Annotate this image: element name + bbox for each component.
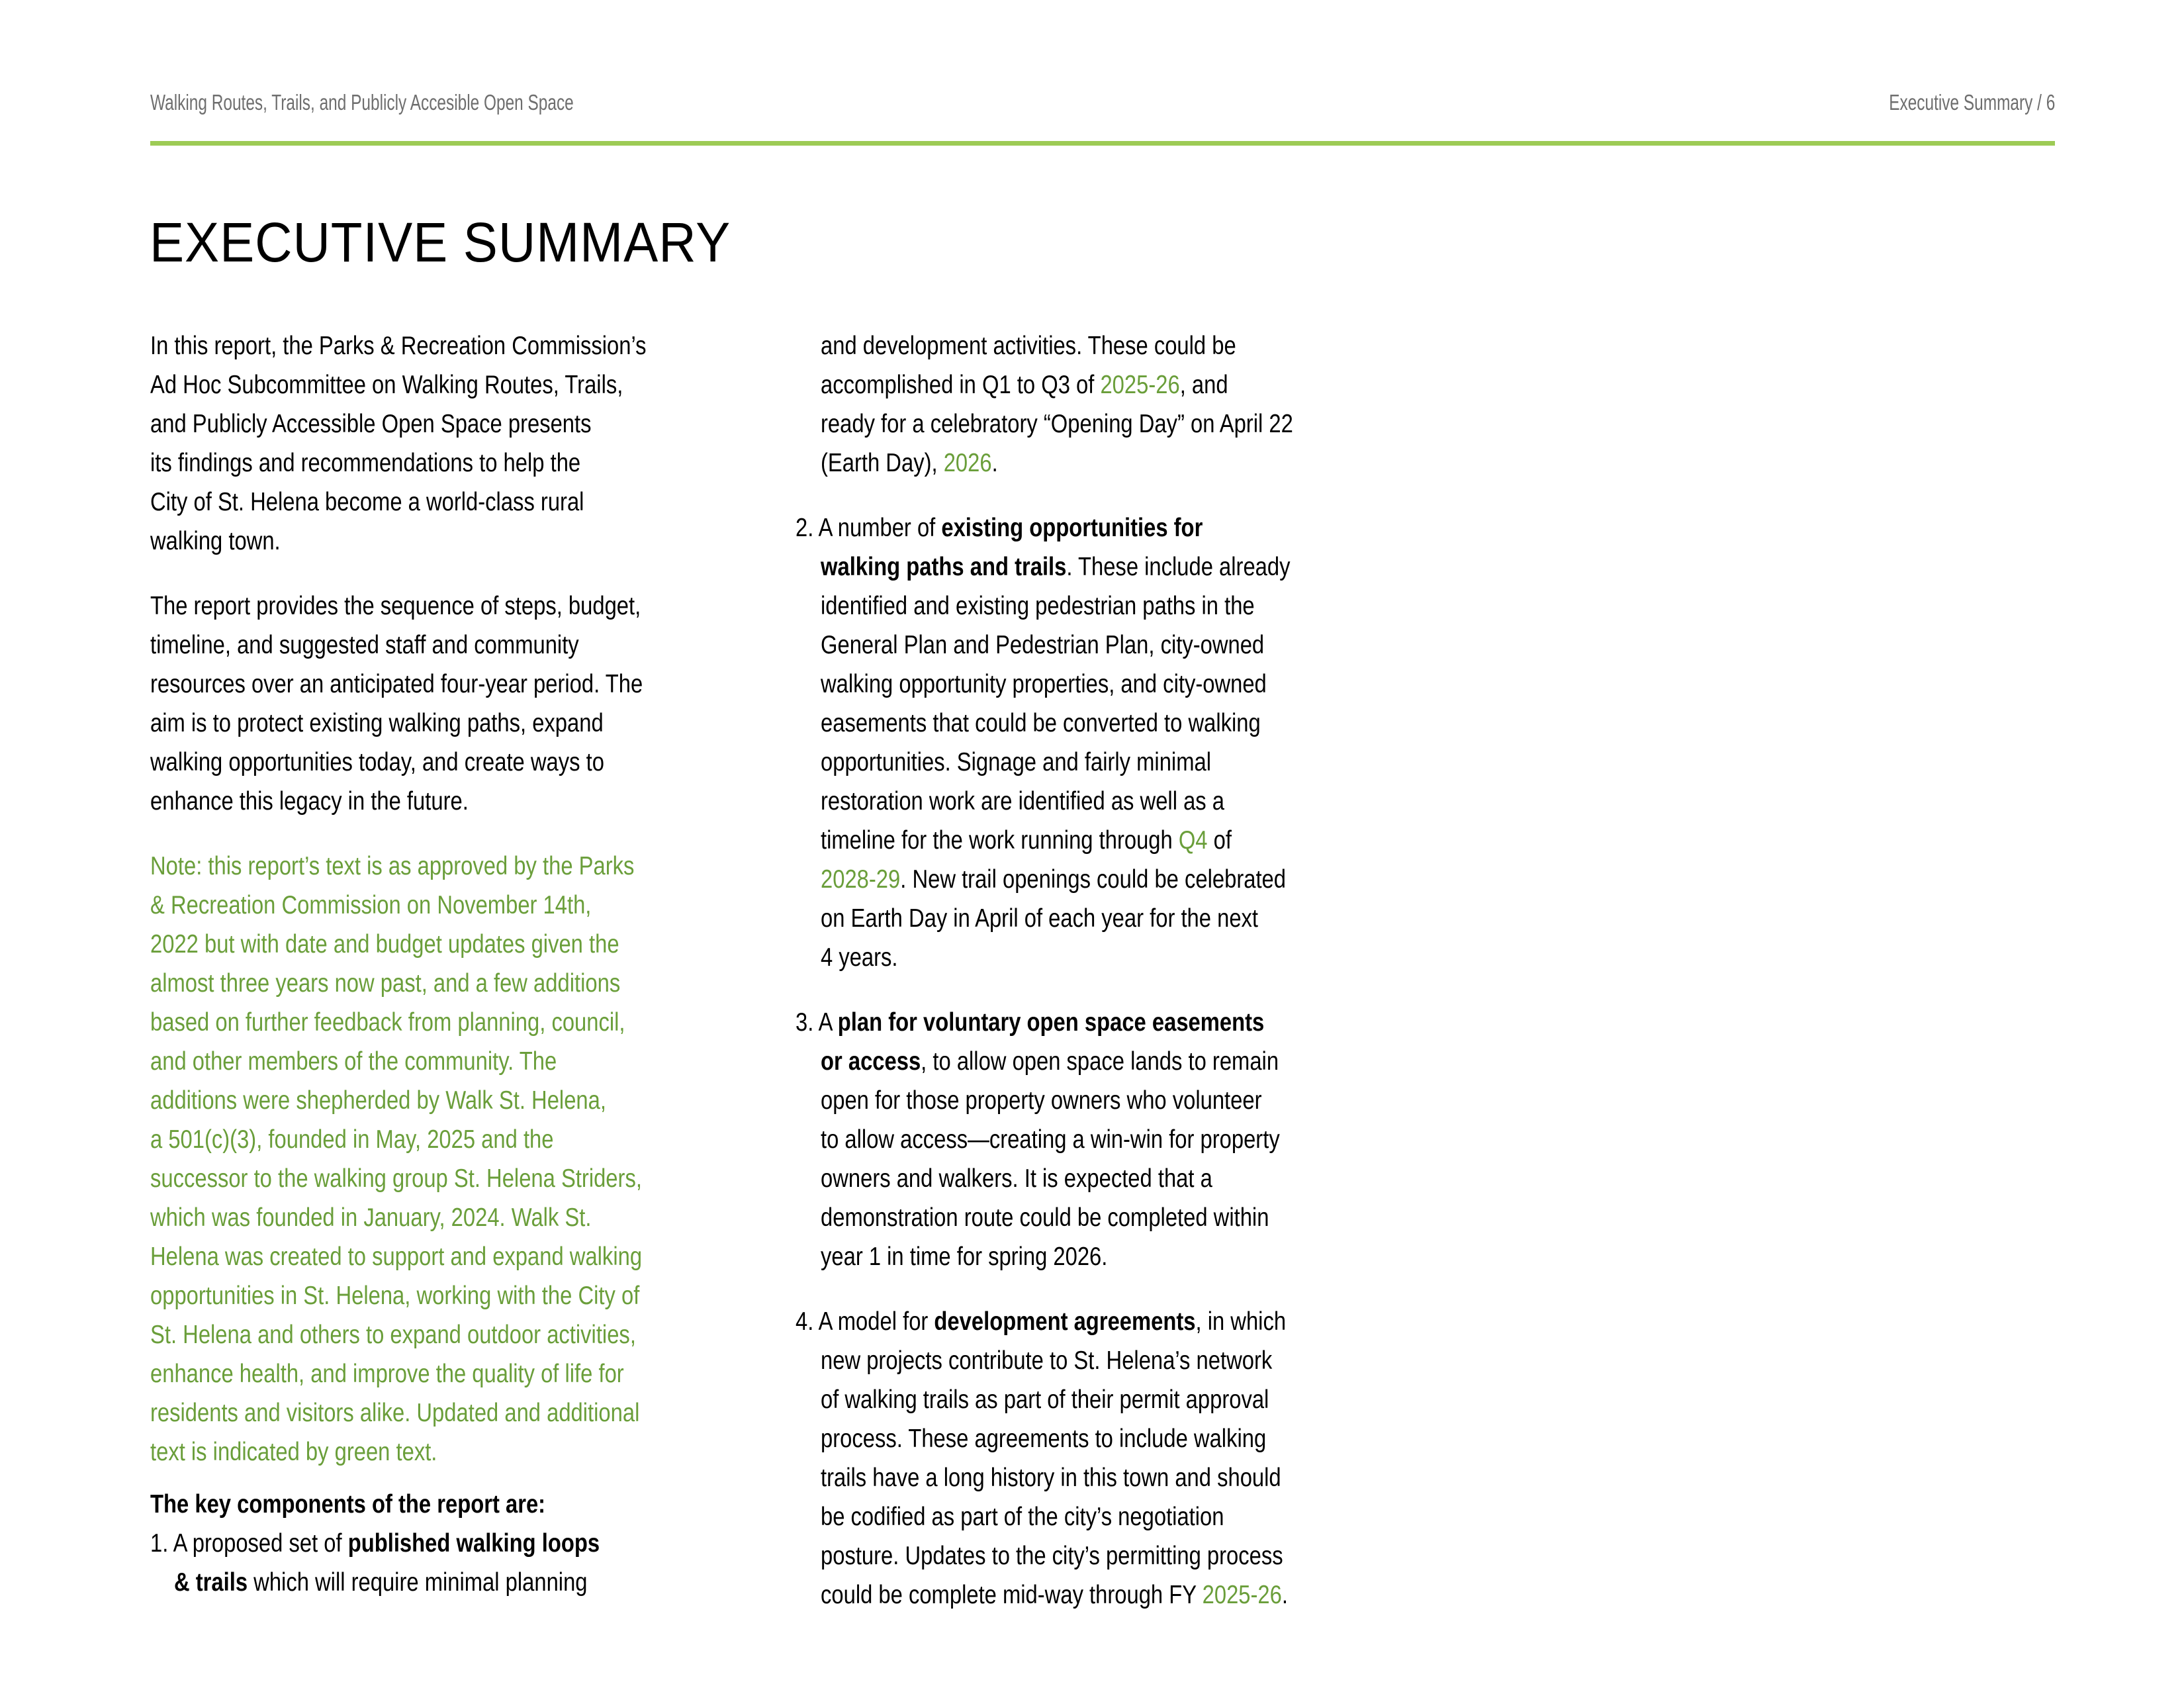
text-line (821, 1125, 1280, 1155)
body-text: , in which (1195, 1307, 1287, 1336)
text-line (150, 1047, 557, 1077)
text-line (174, 1568, 588, 1598)
body-text: ready for a celebratory “Opening Day” on April 22 (821, 410, 1293, 438)
text-line (150, 1008, 625, 1038)
body-text: of (1207, 826, 1232, 855)
body-text: and development activities. These could be (821, 332, 1236, 360)
updated-green-text: a 501(c)(3), founded in May, 2025 and the (150, 1125, 554, 1154)
text-line (821, 1385, 1269, 1415)
updated-green-text: enhance health, and improve the quality of life for (150, 1360, 624, 1388)
body-text: enhance this legacy in the future. (150, 787, 469, 816)
text-line (821, 1164, 1212, 1194)
body-text: , to allow open space lands to remain (921, 1047, 1279, 1076)
text-line (821, 630, 1264, 661)
text-line (821, 1242, 1107, 1272)
text-line (821, 865, 1286, 895)
body-text: resources over an anticipated four-year period. The (150, 670, 643, 698)
body-text: 2. A number of (796, 514, 942, 542)
text-line (821, 708, 1261, 739)
body-text: posture. Updates to the city’s permitting process (821, 1542, 1283, 1570)
body-text: . (1281, 1581, 1288, 1609)
bold-text: The key components of the report are: (150, 1490, 546, 1519)
body-text: . These include already (1066, 553, 1291, 581)
bold-text: or access (821, 1047, 921, 1076)
text-line (150, 1125, 553, 1155)
updated-green-text: residents and visitors alike. Updated and additional (150, 1399, 640, 1427)
body-text: demonstration route could be completed within (821, 1203, 1269, 1232)
text-line (821, 448, 998, 479)
body-text: (Earth Day), (821, 449, 944, 477)
text-line (150, 630, 579, 661)
updated-green-text: 2028-29 (821, 865, 901, 894)
text-line (796, 1008, 1264, 1038)
updated-green-text: 2025-26 (1202, 1581, 1282, 1609)
text-line (150, 851, 634, 882)
text-line (821, 370, 1228, 400)
text-line (150, 1203, 591, 1233)
body-text: and Publicly Accessible Open Space presents (150, 410, 592, 438)
text-line (821, 904, 1258, 934)
body-text: on Earth Day in April of each year for the next (821, 904, 1259, 933)
body-text: . (991, 449, 998, 477)
text-line (821, 825, 1232, 856)
body-text: which will require minimal planning (248, 1568, 588, 1597)
body-text: opportunities. Signage and fairly minimal (821, 748, 1212, 776)
updated-green-text: almost three years now past, and a few additions (150, 969, 621, 998)
updated-green-text: based on further feedback from planning, council, (150, 1008, 625, 1037)
text-line (150, 1164, 642, 1194)
bold-text: published walking loops (347, 1529, 600, 1558)
body-text: 1. A proposed set of (150, 1529, 348, 1558)
bold-text: development agreements (934, 1307, 1196, 1336)
text-line (821, 1346, 1272, 1376)
bold-text: existing opportunities for (941, 514, 1203, 542)
updated-green-text: which was founded in January, 2024. Walk St. (150, 1203, 592, 1232)
header-divider-rule (150, 141, 2055, 146)
body-text: year 1 in time for spring 2026. (821, 1243, 1108, 1271)
text-line (821, 943, 898, 973)
body-text: General Plan and Pedestrian Plan, city-owned (821, 631, 1265, 659)
text-line (150, 708, 604, 739)
updated-green-text: St. Helena and others to expand outdoor activities, (150, 1321, 636, 1349)
body-text: In this report, the Parks & Recreation Commission’s (150, 332, 647, 360)
text-line (150, 1359, 624, 1389)
updated-green-text: 2025-26 (1100, 371, 1180, 399)
text-line (821, 331, 1236, 361)
text-line (150, 409, 592, 440)
text-line (821, 786, 1224, 817)
text-line (821, 1203, 1269, 1233)
body-text: City of St. Helena become a world-class rural (150, 488, 584, 516)
updated-green-text: and other members of the community. The (150, 1047, 557, 1076)
running-header-title: Walking Routes, Trails, and Publicly Accesible Open Space (150, 90, 574, 115)
text-line (150, 1320, 636, 1350)
text-line (821, 1502, 1224, 1532)
text-line (150, 331, 647, 361)
updated-green-text: successor to the walking group St. Helena Striders, (150, 1164, 642, 1193)
text-line (150, 968, 620, 999)
text-line (821, 1580, 1288, 1611)
text-line (821, 1463, 1281, 1493)
updated-green-text: Helena was created to support and expand walking (150, 1243, 643, 1271)
body-text: open for those property owners who volunteer (821, 1086, 1262, 1115)
updated-green-text: Note: this report’s text is as approved by the Parks (150, 852, 635, 880)
body-text: process. These agreements to include walking (821, 1425, 1267, 1453)
text-line (150, 591, 641, 622)
body-text: aim is to protect existing walking paths, expand (150, 709, 604, 737)
text-line (150, 1437, 437, 1468)
updated-green-text: opportunities in St. Helena, working with the City of (150, 1282, 640, 1310)
body-text: to allow access—creating a win-win for property (821, 1125, 1280, 1154)
text-line (821, 409, 1293, 440)
text-line (150, 1086, 606, 1116)
body-text: could be complete mid-way through FY (821, 1581, 1203, 1609)
text-line (821, 747, 1211, 778)
updated-green-text: 2022 but with date and budget updates given the (150, 930, 619, 959)
body-text: new projects contribute to St. Helena’s network (821, 1346, 1273, 1375)
body-text: Ad Hoc Subcommittee on Walking Routes, Trails, (150, 371, 623, 399)
text-line (150, 1281, 639, 1311)
updated-green-text: Q4 (1178, 826, 1208, 855)
updated-green-text: text is indicated by green text. (150, 1438, 437, 1466)
text-line (821, 552, 1290, 583)
running-header-page: Executive Summary / 6 (1888, 90, 2055, 115)
bold-text: walking paths and trails (821, 553, 1067, 581)
updated-green-text: & Recreation Commission on November 14th, (150, 891, 592, 919)
body-text: . New trail openings could be celebrated (900, 865, 1287, 894)
text-line (821, 591, 1255, 622)
text-line (150, 448, 580, 479)
text-line (821, 669, 1267, 700)
bold-text: & trails (174, 1568, 248, 1597)
body-text: easements that could be converted to walking (821, 709, 1261, 737)
bold-text: plan for voluntary open space easements (837, 1008, 1265, 1037)
body-text: The report provides the sequence of steps, budget, (150, 592, 641, 620)
text-line (150, 1242, 642, 1272)
text-line (150, 786, 469, 817)
body-text: timeline for the work running through (821, 826, 1179, 855)
text-line (150, 929, 619, 960)
body-text: timeline, and suggested staff and community (150, 631, 579, 659)
body-text: restoration work are identified as well as a (821, 787, 1224, 816)
text-line (150, 669, 643, 700)
updated-green-text: 2026 (943, 449, 992, 477)
body-text: identified and existing pedestrian paths in the (821, 592, 1255, 620)
text-line (796, 1307, 1286, 1337)
page-title: EXECUTIVE SUMMARY (150, 211, 731, 273)
text-line (150, 1528, 600, 1559)
text-line (150, 526, 281, 557)
text-line (150, 747, 604, 778)
body-text: 4 years. (821, 943, 898, 972)
body-text: its findings and recommendations to help the (150, 449, 581, 477)
body-text: trails have a long history in this town and should (821, 1464, 1281, 1492)
body-text: accomplished in Q1 to Q3 of (821, 371, 1101, 399)
text-line (796, 513, 1203, 543)
text-line (150, 370, 623, 400)
text-line (821, 1541, 1283, 1571)
body-text: be codified as part of the city’s negotiation (821, 1503, 1224, 1531)
body-text: walking opportunities today, and create ways to (150, 748, 604, 776)
body-text: walking opportunity properties, and city-owned (821, 670, 1267, 698)
body-text: , and (1179, 371, 1228, 399)
updated-green-text: additions were shepherded by Walk St. Helena, (150, 1086, 606, 1115)
body-text: of walking trails as part of their permit approval (821, 1385, 1269, 1414)
text-line (821, 1086, 1262, 1116)
body-text: walking town. (150, 527, 281, 555)
text-line (821, 1424, 1266, 1454)
body-text: 3. A (796, 1008, 838, 1037)
text-line (150, 890, 591, 921)
body-text: 4. A model for (796, 1307, 934, 1336)
text-line (150, 1489, 545, 1520)
text-line (150, 487, 584, 518)
text-line (150, 1398, 639, 1429)
text-line (821, 1047, 1279, 1077)
body-text: owners and walkers. It is expected that a (821, 1164, 1212, 1193)
